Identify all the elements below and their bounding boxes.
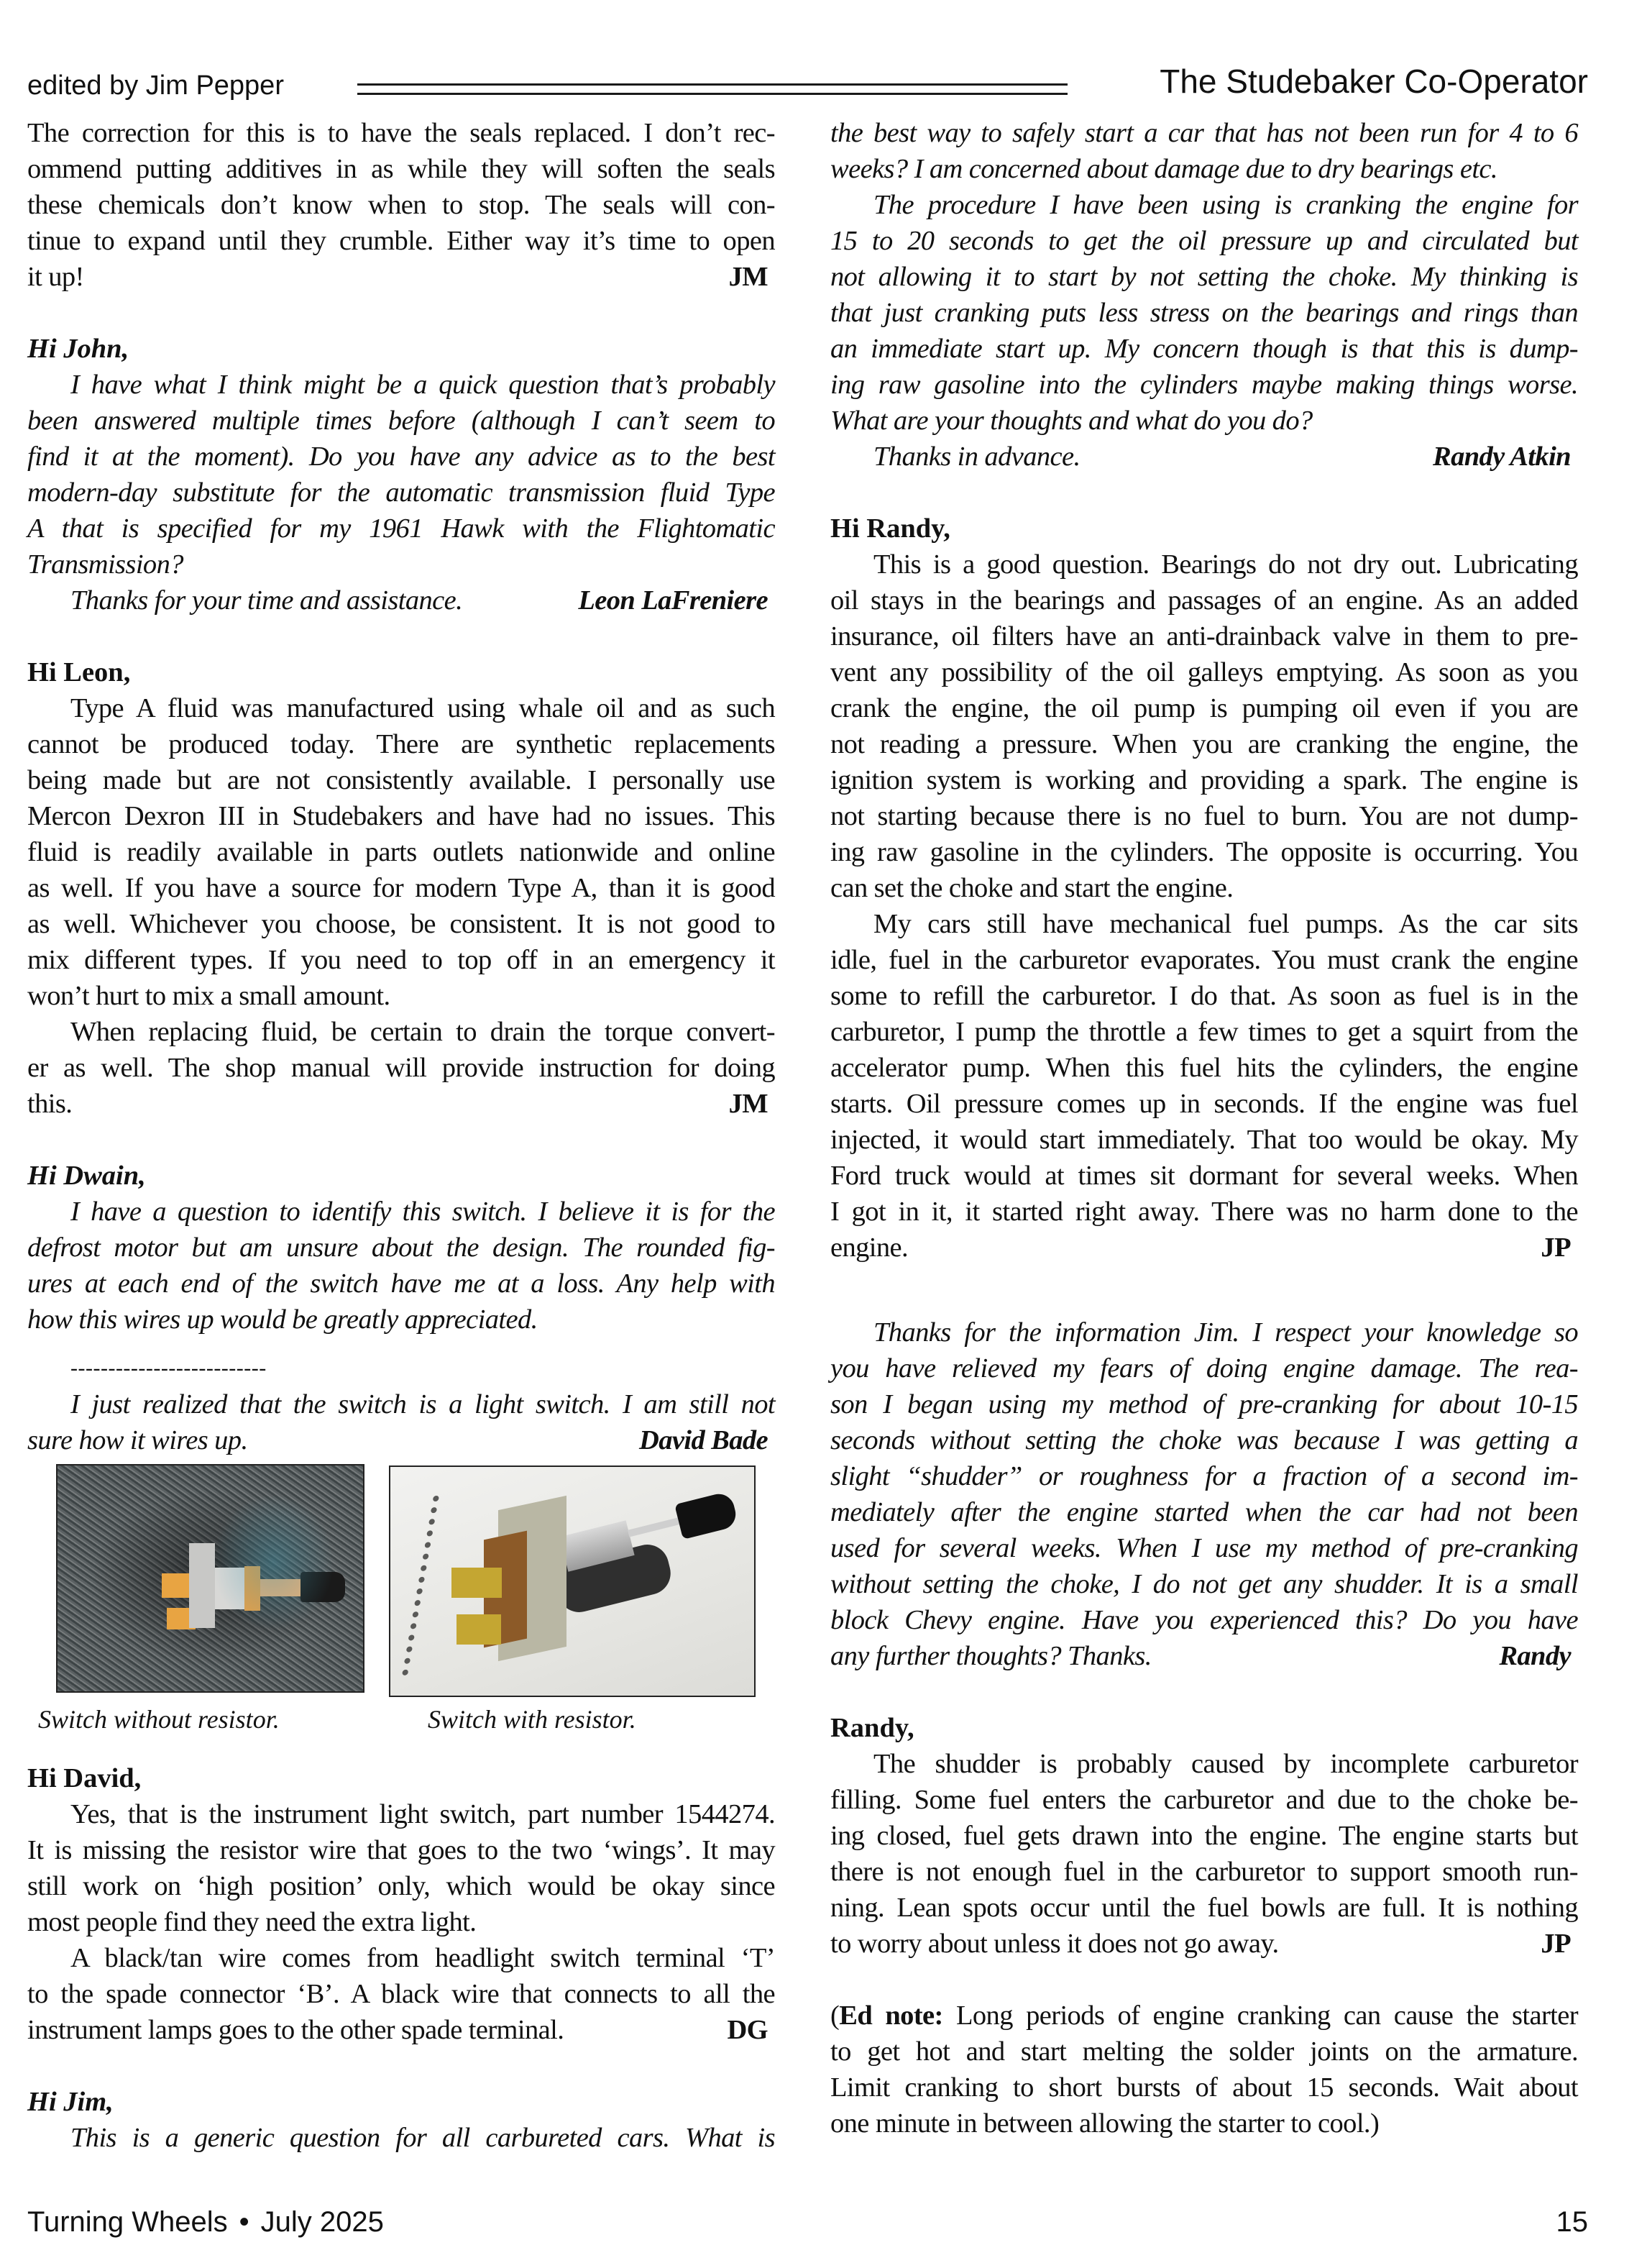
text-line: Type A fluid was manufactured using whale oil and as such [70, 693, 775, 723]
text-line: What are your thoughts and what do you do? [830, 406, 1313, 436]
text-line: filling. Some fuel enters the carburetor and due to the choke be- [830, 1785, 1578, 1815]
text-line: not starting because there is no fuel to burn. You are not dump- [830, 801, 1578, 831]
text-line: I have a question to identify this switch. I believe it is for the [70, 1197, 775, 1227]
signature-line [830, 1230, 1578, 1266]
salutation: Randy, [830, 1713, 914, 1743]
letter-randy-continued [830, 115, 1578, 475]
text-line: any further thoughts? Thanks. [830, 1641, 1152, 1671]
text-line: as well. Whichever you choose, be consistent. It is not good to [27, 909, 775, 939]
footer-publication [27, 2206, 384, 2239]
text-line: The procedure I have been using is cranking the engine for [873, 190, 1578, 220]
text-line: slight “shudder” or roughness for a fraction of a second im- [830, 1461, 1578, 1491]
signature-jp: JP [1541, 1929, 1571, 1959]
text-line: there is not enough fuel in the carburetor to support smooth run- [830, 1857, 1578, 1887]
text-line: I got in it, it started right away. There was no harm done to the [830, 1197, 1578, 1227]
text-line: er as well. The shop manual will provide instruction for doing [27, 1053, 775, 1083]
signature-line [27, 1086, 775, 1122]
bullet-separator: • [239, 2206, 249, 2238]
text-line: cannot be produced today. There are synthetic replacements [27, 729, 775, 759]
running-header-editor: edited by Jim Pepper [27, 70, 284, 101]
text-line: mediately after the engine started when the car had not been [830, 1497, 1578, 1527]
signature-line [27, 259, 775, 295]
signature-jm: JM [728, 262, 768, 292]
text-line: engine. [830, 1233, 909, 1263]
photo-switch-with-resistor [389, 1465, 756, 1697]
text-line: sure how it wires up. [27, 1425, 248, 1455]
text-line: being made but are not consistently available. I personally use [27, 765, 775, 795]
text-line: I have what I think might be a quick question that’s probably [70, 370, 775, 400]
right-column [830, 115, 1578, 2141]
ed-note-label: Ed note: [839, 2000, 943, 2031]
letter-leon [27, 331, 775, 618]
text-line: an immediate start up. My concern though is that this is dump- [830, 334, 1578, 364]
text-line: one minute in between allowing the starter to cool.) [830, 2108, 1380, 2139]
text-line: Yes, that is the instrument light switch, part number 1544274. [70, 1799, 775, 1829]
text-line: instrument lamps goes to the other spade terminal. [27, 2015, 564, 2045]
text-line: this. [27, 1089, 73, 1119]
text-line: crank the engine, the oil pump is pumping oil even if you are [830, 693, 1578, 723]
text-line: carburetor, I pump the throttle a few times to get a squirt from the [830, 1017, 1578, 1047]
text-line: fluid is readily available in parts outlets nationwide and online [27, 837, 775, 867]
reply-randy-2 [830, 1710, 1578, 1962]
text-line: (Ed note: Long periods of engine cranking can cause the starter [830, 2000, 1578, 2031]
issue-date: July 2025 [260, 2206, 384, 2238]
signature-randy-atkin: Randy Atkin [1432, 442, 1571, 472]
signature-jm: JM [728, 1089, 768, 1119]
text-line: to get hot and start melting the solder joints on the armature. [830, 2036, 1578, 2067]
reply-randy [830, 511, 1578, 1266]
text-line: vent any possibility of the oil galleys emptying. As soon as you [830, 657, 1578, 687]
text-line: The correction for this is to have the seals replaced. I don’t rec- [27, 118, 775, 148]
salutation: Hi Leon, [27, 657, 131, 687]
text-line: block Chevy engine. Have you experienced this? Do you have [830, 1605, 1578, 1635]
text-line: oil stays in the bearings and passages of an engine. As an added [830, 585, 1578, 616]
text-line: to the spade connector ‘B’. A black wire that connects to all the [27, 1979, 775, 2009]
text-line: won’t hurt to mix a small amount. [27, 981, 390, 1011]
signature-line [830, 1638, 1578, 1674]
text-line: starts. Oil pressure comes up in seconds. If the engine was fuel [830, 1089, 1578, 1119]
text-line: used for several weeks. When I use my method of pre-cranking [830, 1533, 1578, 1563]
text-line: When replacing fluid, be certain to drain the torque convert- [70, 1017, 775, 1047]
signature-randy: Randy [1499, 1641, 1571, 1671]
text-line: A that is specified for my 1961 Hawk with the Flightomatic [27, 513, 775, 544]
signature-leon: Leon LaFreniere [578, 585, 768, 616]
signature-line [830, 1926, 1578, 1962]
text-line: ures at each end of the switch have me at a loss. Any help with [27, 1268, 775, 1299]
text-line: how this wires up would be greatly appreciated. [27, 1304, 538, 1335]
signature-line [27, 1422, 775, 1458]
letter-david [27, 1158, 775, 1458]
editor-note [830, 1998, 1578, 2141]
text-line: modern-day substitute for the automatic transmission fluid Type [27, 477, 775, 508]
intro-paragraph [27, 115, 775, 295]
text-line: find it at the moment). Do you have any advice as to the best [27, 442, 775, 472]
text-line: insurance, oil filters have an anti-drainback valve in them to pre- [830, 621, 1578, 651]
text-line: you have relieved my fears of doing engine damage. The rea- [830, 1353, 1578, 1384]
text-line: not allowing it to start by not setting the choke. My thinking is [830, 262, 1578, 292]
text-line: Thanks for the information Jim. I respect your knowledge so [873, 1317, 1578, 1348]
photo-row [27, 1458, 775, 1760]
text-line: Mercon Dexron III in Studebakers and have had no issues. This [27, 801, 775, 831]
text-line: to worry about unless it does not go away. [830, 1929, 1279, 1959]
salutation: Hi Randy, [830, 513, 950, 544]
signature-line [27, 582, 775, 618]
header-rule-top [357, 83, 1068, 86]
closing: Thanks in advance. [873, 442, 1081, 472]
followup-randy [830, 1314, 1578, 1674]
text-line: tinue to expand until they crumble. Either way it’s time to open [27, 226, 775, 256]
text-line: I just realized that the switch is a light switch. I am still not [70, 1389, 775, 1419]
text-line: idle, fuel in the carburetor evaporates. You must crank the engine [830, 945, 1578, 975]
text-line: defrost motor but am unsure about the design. The rounded fig- [27, 1233, 775, 1263]
text-line: 15 to 20 seconds to get the oil pressure up and circulated but [830, 226, 1578, 256]
signature-jp: JP [1541, 1233, 1571, 1263]
text-line: Ford truck would at times sit dormant for several weeks. When [830, 1161, 1578, 1191]
text-line: seconds without setting the choke was because I was getting a [830, 1425, 1578, 1455]
text-line: some to refill the carburetor. I do that. As soon as fuel is in the [830, 981, 1578, 1011]
letter-randy-start [27, 2084, 775, 2156]
salutation: Hi David, [27, 1763, 142, 1793]
text-line: ning. Lean spots occur until the fuel bowls are full. It is nothing [830, 1893, 1578, 1923]
text-line: without setting the choke, I do not get any shudder. It is a small [830, 1569, 1578, 1599]
text-line: these chemicals don’t know when to stop. The seals will con- [27, 190, 775, 220]
column-title: The Studebaker Co-Operator [1160, 63, 1588, 100]
photo-caption: Switch with resistor. [428, 1705, 636, 1734]
signature-dg: DG [727, 2015, 768, 2045]
text-line: Long periods of engine cranking can cause the starter [955, 2000, 1578, 2031]
text-line: it up! [27, 262, 84, 292]
text-line: ing raw gasoline in the cylinders. The opposite is occurring. You [830, 837, 1578, 867]
text-line: still work on ‘high position’ only, which would be okay since [27, 1871, 775, 1901]
text-line: son I began using my method of pre-cranking for about 10-15 [830, 1389, 1578, 1419]
reply-leon [27, 654, 775, 1122]
signature-david-bade: David Bade [639, 1425, 768, 1455]
text-line: It is missing the resistor wire that goes to the two ‘wings’. It may [27, 1835, 775, 1865]
text-line: This is a good question. Bearings do not dry out. Lubricating [873, 549, 1578, 580]
reply-david [27, 1760, 775, 2048]
text-line: My cars still have mechanical fuel pumps. As the car sits [873, 909, 1578, 939]
salutation: Hi John, [27, 334, 129, 364]
dashed-divider: -------------------------- [70, 1356, 267, 1380]
text-line: ignition system is working and providing a spark. The engine is [830, 765, 1578, 795]
header-rule-bottom [357, 93, 1068, 95]
text-line: the best way to safely start a car that has not been run for 4 to 6 [830, 118, 1578, 148]
salutation: Hi Dwain, [27, 1161, 146, 1191]
text-line: can set the choke and start the engine. [830, 873, 1234, 903]
salutation: Hi Jim, [27, 2087, 114, 2117]
text-line: been answered multiple times before (although I can’t seem to [27, 406, 775, 436]
text-line: The shudder is probably caused by incomplete carburetor [873, 1749, 1578, 1779]
text-line: ing closed, fuel gets drawn into the engine. The engine starts but [830, 1821, 1578, 1851]
text-line: A black/tan wire comes from headlight switch terminal ‘T’ [70, 1943, 775, 1973]
text-line: mix different types. If you need to top off in an emergency it [27, 945, 775, 975]
text-line: This is a generic question for all carbureted cars. What is [70, 2123, 775, 2153]
text-line: injected, it would start immediately. That too would be okay. My [830, 1125, 1578, 1155]
text-line: ommend putting additives in as while they will soften the seals [27, 154, 775, 184]
publication-name: Turning Wheels [27, 2206, 228, 2238]
text-line: as well. If you have a source for modern Type A, than it is good [27, 873, 775, 903]
text-line: Limit cranking to short bursts of about 15 seconds. Wait about [830, 2072, 1578, 2103]
text-line: that just cranking puts less stress on the bearings and rings than [830, 298, 1578, 328]
signature-line [27, 2012, 775, 2048]
photo-caption: Switch without resistor. [38, 1705, 280, 1734]
closing: Thanks for your time and assistance. [70, 585, 463, 616]
text-line: weeks? I am concerned about damage due to dry bearings etc. [830, 154, 1497, 184]
text-line: accelerator pump. When this fuel hits the cylinders, the engine [830, 1053, 1578, 1083]
text-line: Transmission? [27, 549, 183, 580]
page-number: 15 [1556, 2206, 1588, 2238]
text-line: ing raw gasoline into the cylinders maybe making things worse. [830, 370, 1578, 400]
text-line: most people find they need the extra light. [27, 1907, 477, 1937]
photo-switch-without-resistor [56, 1464, 364, 1693]
left-column [27, 115, 775, 2156]
text-line: not reading a pressure. When you are cranking the engine, the [830, 729, 1578, 759]
signature-line [830, 439, 1578, 475]
